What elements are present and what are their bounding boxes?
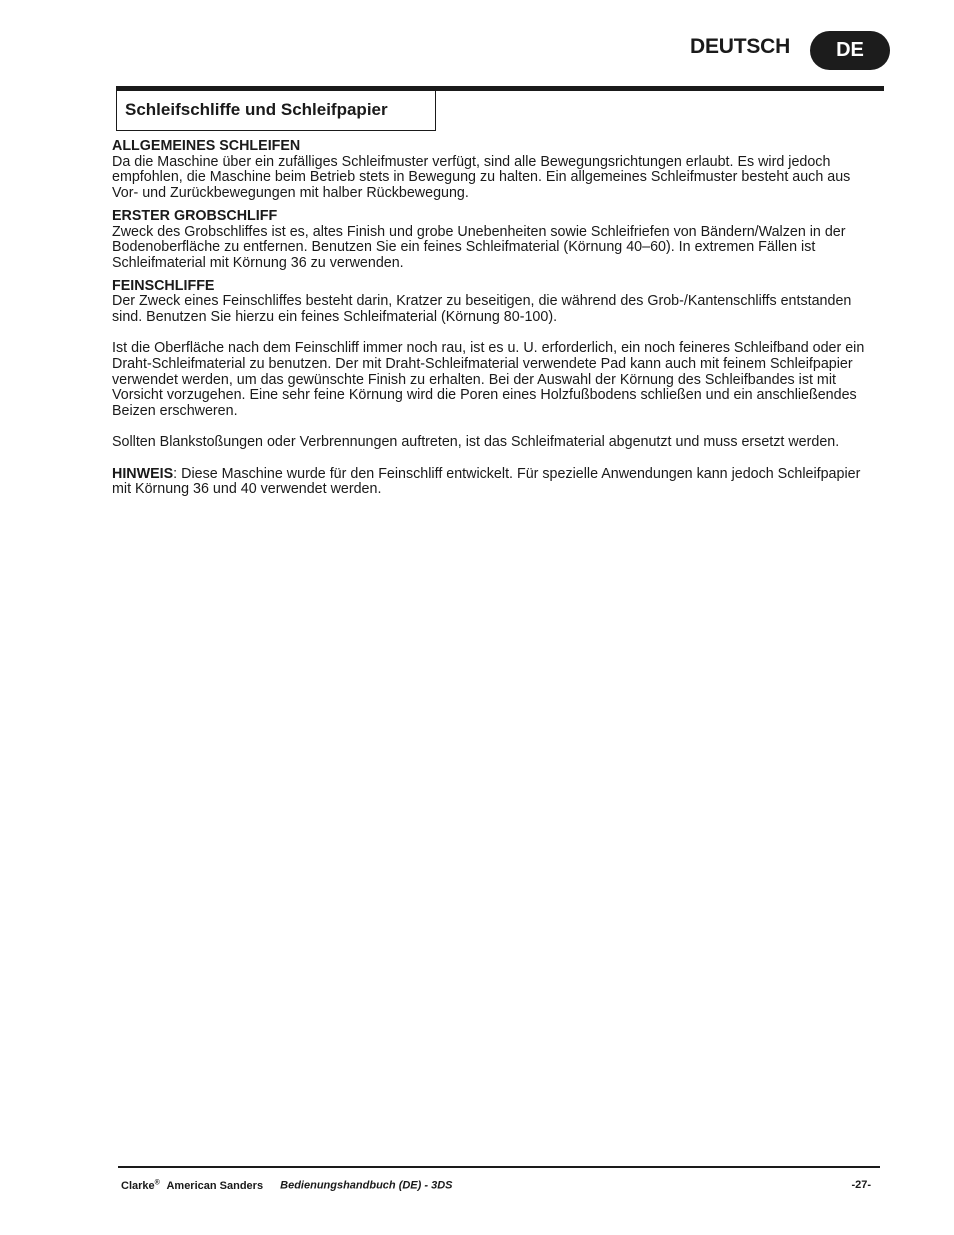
paragraph-rau: Ist die Oberfläche nach dem Feinschliff immer noch rau, ist es u. U. erforderlich, ein noch feineres Schleifband oder ein Draht-Schleifmaterial zu benutzen. Der mit Draht-Schleifmaterial verwendete Pad kann auch mit feinem Schleifpapier verwendet werden, um das gewünschte Finish zu erhalten. Bei der Auswahl der Körnung des Schleifbandes ist mit Vorsicht vorzugehen. Eine sehr feine Körnung wird die Poren eines Holzfußbodens schließen und ein anschließendes Beizen erschweren.: [112, 340, 865, 420]
text-grobschliff: Zweck des Grobschliffes ist es, altes Finish und grobe Unebenheiten sowie Schleifriefen von Bändern/Walzen in der Bodenoberfläche zu entfernen. Benutzen Sie ein feines Schleifmaterial (Körnung 40–60). In extremen Fällen ist Schleifmaterial mit Körnung 36 zu verwenden.: [112, 223, 846, 271]
section-title: Schleifschliffe und Schleifpapier: [125, 100, 388, 119]
page-number: -27-: [851, 1179, 871, 1191]
hinweis-text: : Diese Maschine wurde für den Feinschliff entwickelt. Für spezielle Anwendungen kann jedoch Schleifpapier mit Körnung 36 und 40 verwendet werden.: [112, 465, 861, 498]
heading-feinschliffe: FEINSCHLIFFE: [112, 277, 215, 294]
footer-manual-title: Bedienungshandbuch (DE) - 3DS: [280, 1179, 453, 1192]
heading-grobschliff: ERSTER GROBSCHLIFF: [112, 207, 278, 224]
hinweis-label: HINWEIS: [112, 465, 174, 482]
content: [112, 139, 874, 498]
footer: [121, 1179, 871, 1192]
language-label: DEUTSCH: [690, 35, 791, 58]
heading-allgemeines: ALLGEMEINES SCHLEIFEN: [112, 138, 301, 154]
registered-mark: ®: [154, 1179, 160, 1186]
text-feinschliffe: Der Zweck eines Feinschliffes besteht darin, Kratzer zu beseitigen, die während des Grob-/Kantenschliffs entstanden sind. Benutzen Sie hierzu ein feines Schleifmaterial (Körnung 80-100).: [112, 293, 852, 326]
footer-rule: [118, 1166, 880, 1168]
text-allgemeines: Da die Maschine über ein zufälliges Schleifmuster verfügt, sind alle Bewegungsrichtungen erlaubt. Es wird jedoch empfohlen, die Maschine beim Betrieb stets in Bewegung zu halten. Ein allgemeines Schleifmuster besteht auch aus Vor- und Zurückbewegungen mit halber Rückbewegung.: [112, 153, 851, 202]
footer-company: American Sanders: [166, 1179, 264, 1192]
language-badge: DE: [810, 31, 890, 70]
paragraph-blank: Sollten Blankstoßungen oder Verbrennungen auftreten, ist das Schleifmaterial abgenutzt und muss ersetzt werden.: [112, 434, 840, 451]
section-title-box: [116, 89, 436, 131]
footer-brand: Clarke®: [121, 1179, 160, 1192]
hinweis-paragraph: [112, 467, 874, 498]
